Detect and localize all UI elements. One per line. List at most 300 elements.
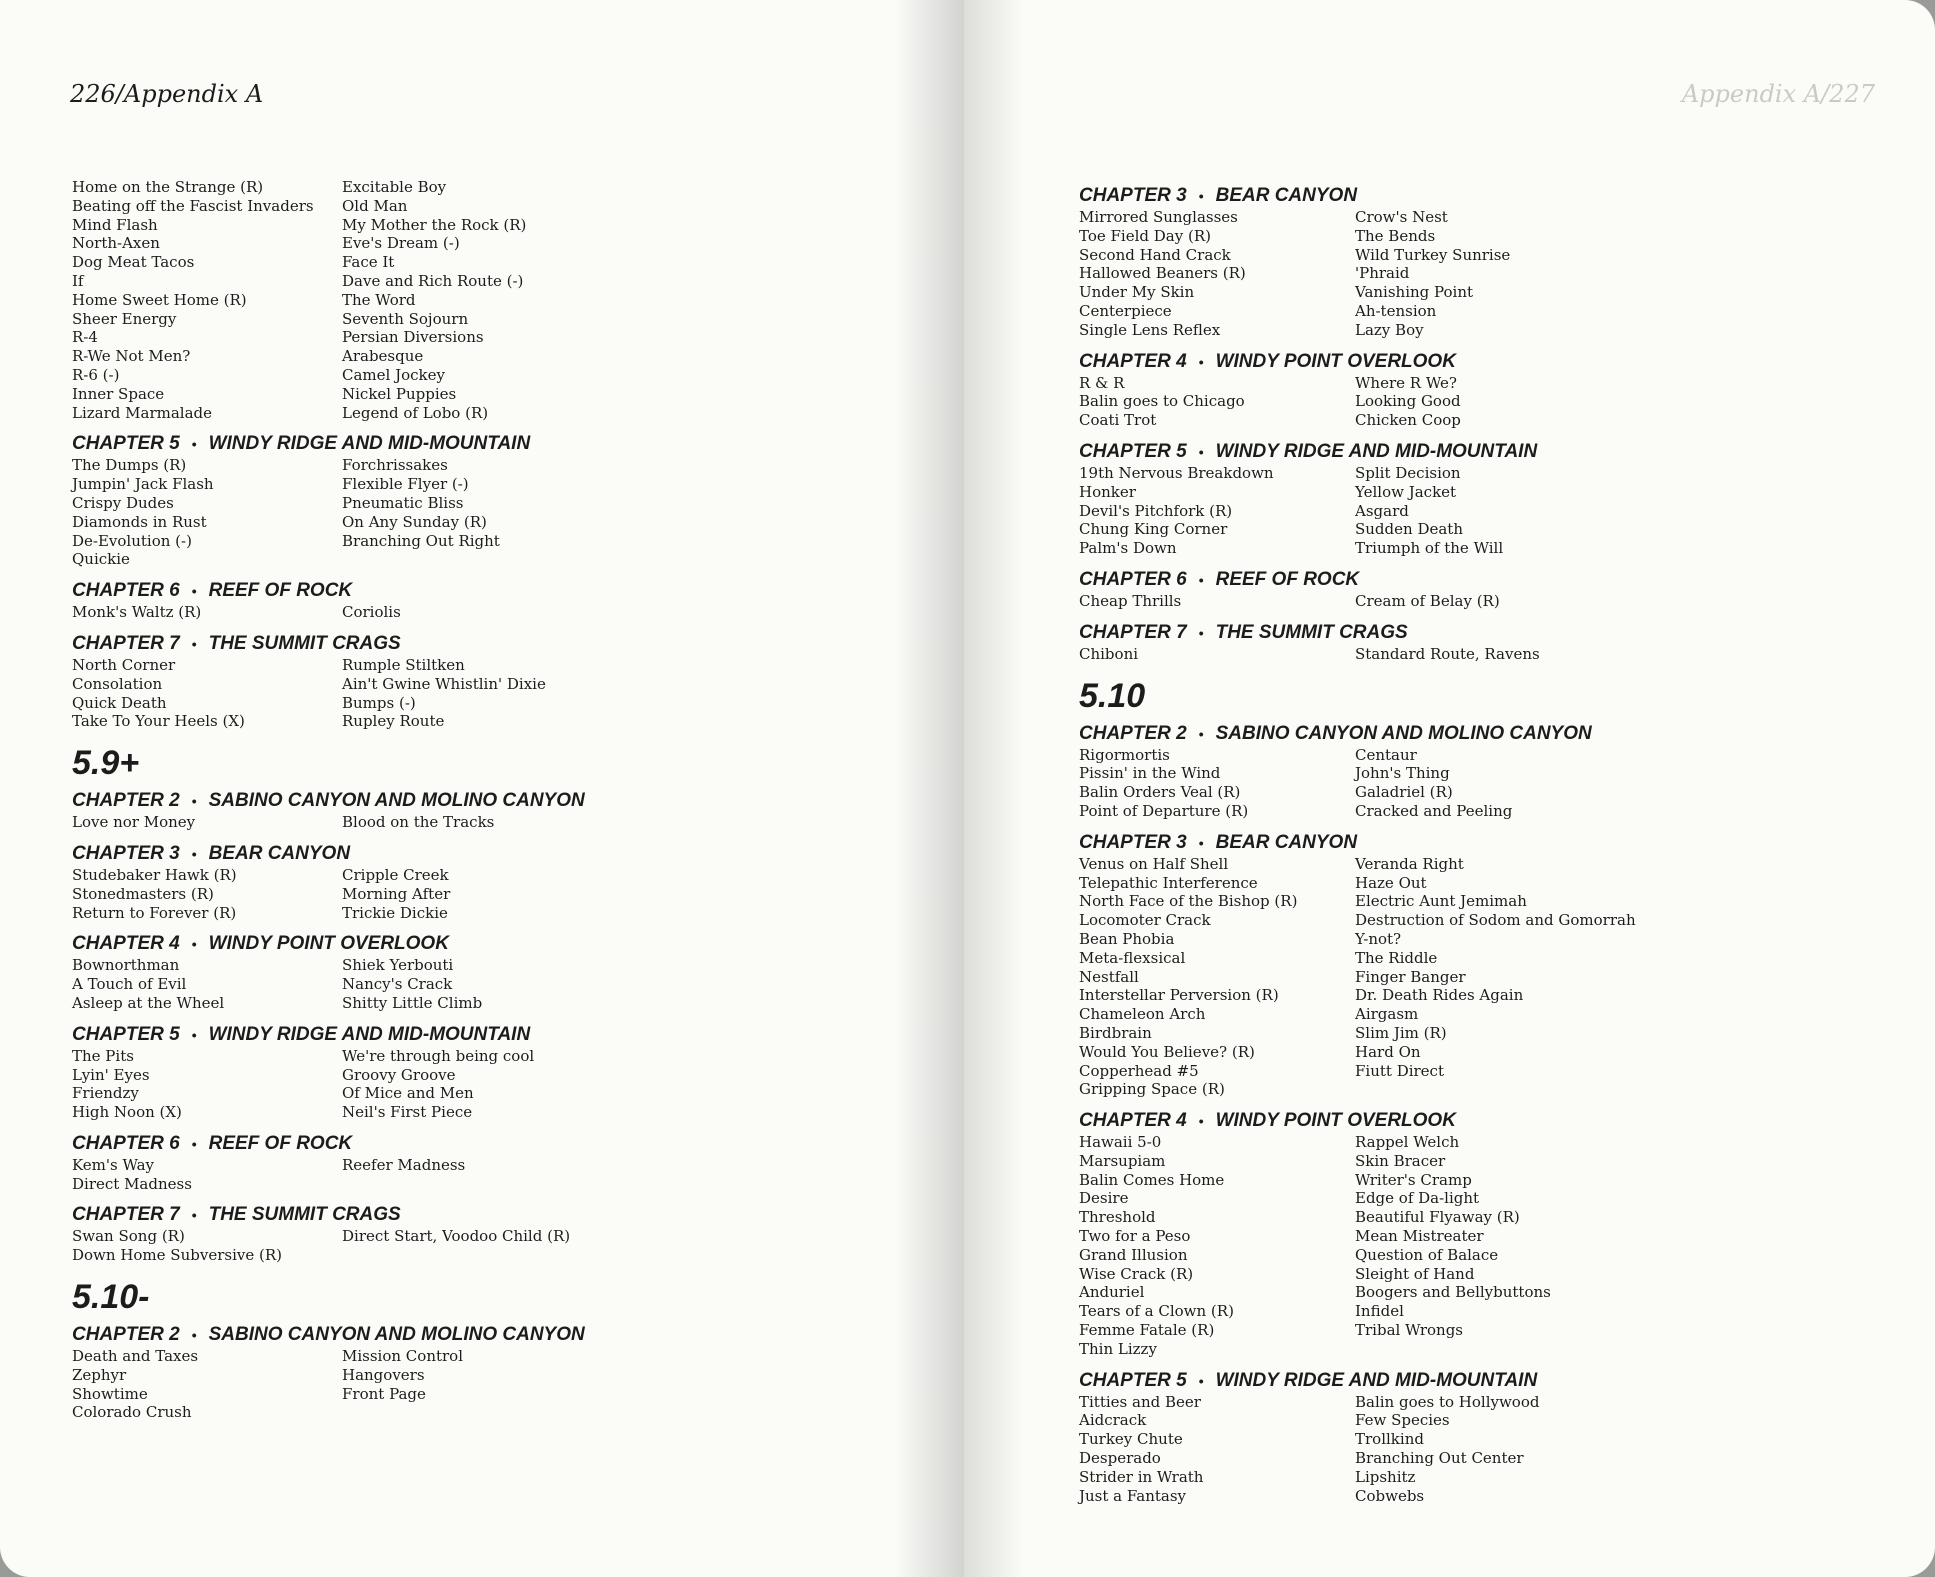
- route-name: Excitable Boy: [342, 178, 447, 196]
- route-name: R-6 (-): [72, 365, 120, 384]
- route-name: Rupley Route: [342, 712, 445, 731]
- chapter-number: CHAPTER 4: [72, 933, 180, 955]
- route-column: [1355, 645, 1899, 664]
- route-name: Aidcrack: [1079, 1411, 1147, 1430]
- chapter-heading: [72, 632, 932, 656]
- route-name: Coati Trot: [1079, 411, 1157, 430]
- route-name: Branching Out Right: [342, 531, 500, 550]
- bullet-icon: •: [191, 936, 197, 953]
- route-column: [72, 1047, 342, 1122]
- route-name: Ah-tension: [1355, 301, 1437, 320]
- chapter-heading: [72, 432, 932, 456]
- route-name: Friendzy: [72, 1084, 139, 1103]
- route-name: Seventh Sojourn: [342, 309, 469, 328]
- route-name: Edge of Da-light: [1355, 1189, 1480, 1208]
- chapter-heading: [72, 579, 932, 603]
- route-list: [72, 866, 932, 922]
- bullet-icon: •: [1198, 1372, 1204, 1389]
- route-name: Femme Fatale (R): [1079, 1321, 1215, 1340]
- route-list: [1079, 464, 1899, 558]
- chapter-heading: [1079, 831, 1899, 855]
- route-name: Where R We?: [1355, 373, 1457, 392]
- chapter-title: REEF OF ROCK: [208, 1132, 353, 1154]
- route-name: Looking Good: [1355, 392, 1461, 411]
- route-name: Chicken Coop: [1355, 411, 1461, 430]
- route-name: Toe Field Day (R): [1079, 226, 1211, 245]
- route-name: Tears of a Clown (R): [1079, 1302, 1234, 1321]
- route-name: Chiboni: [1079, 644, 1139, 663]
- chapter-section: [1079, 1109, 1899, 1359]
- route-name: Groovy Groove: [342, 1065, 456, 1084]
- route-column: [342, 178, 932, 422]
- route-name: Beautiful Flyaway (R): [1355, 1208, 1520, 1227]
- route-name: Direct Start, Voodoo Child (R): [342, 1227, 571, 1246]
- route-name: Bean Phobia: [1079, 929, 1175, 948]
- chapter-heading: [72, 1323, 932, 1347]
- route-name: Blood on the Tracks: [342, 813, 495, 832]
- route-name: Sleight of Hand: [1355, 1264, 1475, 1283]
- route-column: [1355, 592, 1899, 611]
- chapter-title: WINDY POINT OVERLOOK: [1215, 1110, 1456, 1132]
- route-column: [342, 1347, 932, 1422]
- route-name: Bumps (-): [342, 693, 416, 712]
- grade-heading: 5.10-: [72, 1278, 150, 1317]
- chapter-section: [1079, 621, 1899, 664]
- route-name: 19th Nervous Breakdown: [1079, 463, 1274, 482]
- chapter-title: REEF OF ROCK: [208, 580, 353, 602]
- route-name: Coriolis: [342, 603, 401, 622]
- route-column: [72, 178, 342, 422]
- route-column: [342, 656, 932, 731]
- route-list: [72, 813, 932, 832]
- route-name: Ain't Gwine Whistlin' Dixie: [342, 674, 546, 693]
- route-name: Trollkind: [1355, 1430, 1424, 1449]
- route-name: Colorado Crush: [72, 1403, 192, 1422]
- bullet-icon: •: [191, 583, 197, 600]
- chapter-section: [1079, 440, 1899, 558]
- chapter-title: WINDY RIDGE AND MID-MOUNTAIN: [1215, 440, 1538, 462]
- route-name: R & R: [1079, 373, 1125, 392]
- route-name: On Any Sunday (R): [342, 512, 487, 531]
- chapter-heading: [1079, 722, 1899, 746]
- route-name: Direct Madness: [72, 1174, 192, 1193]
- route-column: [72, 1156, 342, 1194]
- route-name: Asleep at the Wheel: [72, 993, 225, 1012]
- route-name: Monk's Waltz (R): [72, 603, 202, 622]
- route-name: The Word: [342, 290, 416, 309]
- route-column: [72, 866, 342, 922]
- right-page-content: [1079, 184, 1899, 1515]
- route-name: High Noon (X): [72, 1103, 182, 1122]
- route-name: Would You Believe? (R): [1079, 1042, 1255, 1061]
- route-column: [342, 813, 932, 832]
- running-head-left: 226/Appendix A: [70, 80, 264, 108]
- route-name: Few Species: [1355, 1411, 1450, 1430]
- chapter-number: CHAPTER 4: [1079, 1110, 1187, 1132]
- chapter-number: CHAPTER 2: [1079, 722, 1187, 744]
- route-name: Strider in Wrath: [1079, 1467, 1204, 1486]
- chapter-section: [72, 932, 932, 1012]
- route-name: Marsupiam: [1079, 1151, 1166, 1170]
- route-column: [1079, 746, 1355, 821]
- route-name: Veranda Right: [1355, 854, 1464, 873]
- route-name: Cheap Thrills: [1079, 591, 1182, 610]
- route-name: Shitty Little Climb: [342, 993, 483, 1012]
- route-name: Cripple Creek: [342, 865, 449, 884]
- route-column: [72, 1227, 342, 1265]
- chapter-section: [72, 842, 932, 922]
- route-name: Locomoter Crack: [1079, 911, 1211, 930]
- chapter-section: [1079, 831, 1899, 1099]
- chapter-heading: [1079, 568, 1899, 592]
- route-name: Asgard: [1355, 501, 1409, 520]
- route-name: Nancy's Crack: [342, 975, 453, 994]
- route-name: Hallowed Beaners (R): [1079, 264, 1246, 283]
- chapter-number: CHAPTER 5: [1079, 1369, 1187, 1391]
- route-name: Two for a Peso: [1079, 1227, 1191, 1246]
- chapter-number: CHAPTER 5: [72, 433, 180, 455]
- chapter-section: [72, 789, 932, 832]
- route-name: Thin Lizzy: [1079, 1339, 1157, 1358]
- route-name: Zephyr: [72, 1365, 127, 1384]
- route-name: Balin Comes Home: [1079, 1170, 1225, 1189]
- route-list: [72, 956, 932, 1012]
- route-name: Pneumatic Bliss: [342, 493, 464, 512]
- route-name: Bownorthman: [72, 956, 180, 975]
- chapter-heading: [1079, 350, 1899, 374]
- route-list: [72, 1227, 932, 1265]
- route-list: [1079, 374, 1899, 430]
- route-name: Wise Crack (R): [1079, 1264, 1194, 1283]
- route-name: Front Page: [342, 1384, 426, 1403]
- route-name: Lizard Marmalade: [72, 403, 213, 422]
- bullet-icon: •: [1198, 1113, 1204, 1130]
- route-column: [1079, 1393, 1355, 1506]
- route-name: Finger Banger: [1355, 967, 1466, 986]
- route-column: [1355, 855, 1899, 1099]
- route-name: Home on the Strange (R): [72, 178, 264, 196]
- route-name: Single Lens Reflex: [1079, 320, 1221, 339]
- route-name: Mirrored Sunglasses: [1079, 208, 1238, 226]
- bullet-icon: •: [1198, 624, 1204, 641]
- chapter-title: REEF OF ROCK: [1215, 568, 1360, 590]
- route-name: Hangovers: [342, 1365, 425, 1384]
- route-name: Swan Song (R): [72, 1227, 185, 1246]
- chapter-section: [72, 1023, 932, 1122]
- chapter-section: [72, 1203, 932, 1265]
- bullet-icon: •: [1198, 571, 1204, 588]
- route-name: Balin goes to Chicago: [1079, 392, 1245, 411]
- chapter-section: [1079, 568, 1899, 611]
- route-name: Inner Space: [72, 384, 165, 403]
- route-name: Just a Fantasy: [1079, 1486, 1187, 1505]
- bullet-icon: •: [1198, 725, 1204, 742]
- route-name: North Face of the Bishop (R): [1079, 892, 1298, 911]
- chapter-number: CHAPTER 2: [72, 790, 180, 812]
- route-name: Under My Skin: [1079, 283, 1195, 302]
- chapter-heading: [72, 1132, 932, 1156]
- route-name: Morning After: [342, 884, 451, 903]
- route-column: [342, 1156, 932, 1194]
- route-list: [1079, 855, 1899, 1099]
- route-name: Airgasm: [1355, 1005, 1419, 1024]
- route-name: The Bends: [1355, 226, 1436, 245]
- chapter-number: CHAPTER 3: [72, 842, 180, 864]
- bullet-icon: •: [191, 1327, 197, 1344]
- route-list: [72, 603, 932, 622]
- chapter-heading: [72, 842, 932, 866]
- route-name: My Mother the Rock (R): [342, 215, 527, 234]
- chapter-number: CHAPTER 5: [72, 1023, 180, 1045]
- chapter-heading: [1079, 440, 1899, 464]
- bullet-icon: •: [191, 1207, 197, 1224]
- route-column: [1079, 855, 1355, 1099]
- chapter-section: [72, 579, 932, 622]
- route-name: Hawaii 5-0: [1079, 1133, 1162, 1152]
- route-name: Lipshitz: [1355, 1467, 1416, 1486]
- route-name: Mind Flash: [72, 215, 158, 234]
- chapter-section: [72, 1323, 932, 1422]
- chapter-title: SABINO CANYON AND MOLINO CANYON: [208, 1324, 585, 1346]
- route-name: Y-not?: [1355, 929, 1402, 948]
- route-name: Neil's First Piece: [342, 1103, 473, 1122]
- route-column: [342, 956, 932, 1012]
- route-name: We're through being cool: [342, 1046, 535, 1065]
- route-name: Centerpiece: [1079, 301, 1172, 320]
- route-name: Galadriel (R): [1355, 783, 1453, 802]
- route-name: Studebaker Hawk (R): [72, 865, 237, 884]
- chapter-number: CHAPTER 5: [1079, 440, 1187, 462]
- chapter-heading: [1079, 184, 1899, 208]
- route-name: If: [72, 271, 84, 290]
- route-name: Split Decision: [1355, 463, 1461, 482]
- chapter-section: [1079, 184, 1899, 340]
- route-column: [72, 603, 342, 622]
- route-column: [1079, 1133, 1355, 1359]
- chapter-number: CHAPTER 4: [1079, 350, 1187, 372]
- route-name: Nestfall: [1079, 967, 1139, 986]
- route-column: [72, 456, 342, 569]
- route-name: Cracked and Peeling: [1355, 801, 1513, 820]
- route-name: Face It: [342, 253, 395, 272]
- route-name: Nickel Puppies: [342, 384, 457, 403]
- chapter-section: [72, 1132, 932, 1194]
- route-name: Copperhead #5: [1079, 1061, 1199, 1080]
- grade-heading: 5.9+: [72, 744, 140, 783]
- route-name: Down Home Subversive (R): [72, 1246, 282, 1265]
- chapter-title: THE SUMMIT CRAGS: [208, 1204, 401, 1226]
- route-name: Persian Diversions: [342, 328, 484, 347]
- route-name: Showtime: [72, 1384, 148, 1403]
- route-list: [72, 178, 932, 422]
- route-column: [1079, 374, 1355, 430]
- route-name: The Pits: [72, 1046, 134, 1065]
- chapter-heading: [1079, 1109, 1899, 1133]
- chapter-title: BEAR CANYON: [1215, 185, 1358, 206]
- route-name: Dr. Death Rides Again: [1355, 986, 1524, 1005]
- route-name: Meta-flexsical: [1079, 948, 1186, 967]
- route-name: Trickie Dickie: [342, 903, 448, 922]
- route-name: Consolation: [72, 674, 163, 693]
- route-column: [342, 603, 932, 622]
- chapter-heading: [72, 789, 932, 813]
- route-column: [342, 1227, 932, 1265]
- chapter-section: [1079, 350, 1899, 430]
- route-name: Venus on Half Shell: [1079, 854, 1229, 873]
- route-name: Take To Your Heels (X): [72, 712, 245, 731]
- route-name: Devil's Pitchfork (R): [1079, 501, 1233, 520]
- route-name: The Riddle: [1355, 948, 1438, 967]
- running-head-right: Appendix A/227: [1681, 80, 1875, 108]
- bullet-icon: •: [1198, 834, 1204, 851]
- route-name: Electric Aunt Jemimah: [1355, 892, 1527, 911]
- chapter-heading: [1079, 621, 1899, 645]
- route-name: Death and Taxes: [72, 1347, 199, 1366]
- route-column: [1355, 464, 1899, 558]
- chapter-heading: [72, 1023, 932, 1047]
- chapter-title: BEAR CANYON: [1215, 831, 1358, 853]
- chapter-number: CHAPTER 3: [1079, 185, 1187, 206]
- route-column: [1355, 1133, 1899, 1359]
- route-name: Arabesque: [342, 347, 424, 366]
- chapter-heading: [72, 1203, 932, 1227]
- route-name: Mission Control: [342, 1347, 464, 1366]
- route-name: Infidel: [1355, 1302, 1404, 1321]
- route-list: [1079, 746, 1899, 821]
- route-list: [1079, 1133, 1899, 1359]
- bullet-icon: •: [191, 436, 197, 453]
- route-name: Rumple Stiltken: [342, 655, 465, 674]
- route-column: [342, 456, 932, 569]
- grade-heading: 5.10: [1079, 676, 1146, 715]
- route-name: John's Thing: [1355, 764, 1450, 783]
- route-name: 'Phraid: [1355, 264, 1410, 283]
- chapter-section: [1079, 722, 1899, 821]
- route-name: Vanishing Point: [1355, 283, 1474, 302]
- route-name: Slim Jim (R): [1355, 1023, 1447, 1042]
- route-list: [1079, 645, 1899, 664]
- route-name: North Corner: [72, 655, 176, 674]
- route-name: Balin Orders Veal (R): [1079, 783, 1241, 802]
- chapter-section: [72, 432, 932, 569]
- route-name: R-4: [72, 328, 98, 347]
- route-name: Interstellar Perversion (R): [1079, 986, 1279, 1005]
- route-name: Point of Departure (R): [1079, 801, 1249, 820]
- route-name: Wild Turkey Sunrise: [1355, 245, 1511, 264]
- chapter-title: WINDY RIDGE AND MID-MOUNTAIN: [208, 1023, 531, 1045]
- bullet-icon: •: [191, 1026, 197, 1043]
- route-column: [1355, 1393, 1899, 1506]
- route-name: Diamonds in Rust: [72, 512, 207, 531]
- chapter-section: [72, 178, 932, 422]
- route-list: [1079, 208, 1899, 340]
- bullet-icon: •: [1198, 353, 1204, 370]
- route-name: Pissin' in the Wind: [1079, 764, 1221, 783]
- chapter-section: [72, 632, 932, 731]
- route-name: Sudden Death: [1355, 520, 1463, 539]
- route-name: Beating off the Fascist Invaders: [72, 196, 314, 215]
- chapter-heading: [1079, 1369, 1899, 1393]
- chapter-number: CHAPTER 7: [1079, 621, 1187, 643]
- route-name: Reefer Madness: [342, 1155, 466, 1174]
- route-name: Desire: [1079, 1189, 1129, 1208]
- route-name: Crow's Nest: [1355, 208, 1448, 226]
- route-name: Balin goes to Hollywood: [1355, 1392, 1540, 1411]
- route-name: Gripping Space (R): [1079, 1080, 1225, 1099]
- chapter-number: CHAPTER 3: [1079, 831, 1187, 853]
- route-list: [1079, 592, 1899, 611]
- route-name: Desperado: [1079, 1449, 1161, 1468]
- route-name: Stonedmasters (R): [72, 884, 214, 903]
- route-column: [1355, 374, 1899, 430]
- route-name: Of Mice and Men: [342, 1084, 474, 1103]
- route-list: [72, 1156, 932, 1194]
- route-column: [72, 1347, 342, 1422]
- route-name: Dog Meat Tacos: [72, 253, 195, 272]
- route-name: Yellow Jacket: [1355, 482, 1457, 501]
- bullet-icon: •: [191, 793, 197, 810]
- chapter-number: CHAPTER 6: [72, 580, 180, 602]
- route-column: [1079, 592, 1355, 611]
- chapter-title: THE SUMMIT CRAGS: [208, 632, 401, 654]
- route-list: [72, 656, 932, 731]
- route-name: Mean Mistreater: [1355, 1227, 1484, 1246]
- route-name: Hard On: [1355, 1042, 1421, 1061]
- chapter-number: CHAPTER 6: [1079, 568, 1187, 590]
- chapter-title: BEAR CANYON: [208, 842, 351, 864]
- chapter-number: CHAPTER 7: [72, 632, 180, 654]
- route-name: Cream of Belay (R): [1355, 591, 1500, 610]
- chapter-title: SABINO CANYON AND MOLINO CANYON: [208, 790, 585, 812]
- route-name: Grand Illusion: [1079, 1245, 1188, 1264]
- route-name: Fiutt Direct: [1355, 1061, 1444, 1080]
- route-name: Dave and Rich Route (-): [342, 271, 524, 290]
- route-name: Chameleon Arch: [1079, 1005, 1206, 1024]
- right-page: [964, 0, 1935, 1577]
- route-name: Triumph of the Will: [1355, 539, 1504, 558]
- route-list: [72, 456, 932, 569]
- bullet-icon: •: [1198, 443, 1204, 460]
- route-column: [1079, 208, 1355, 340]
- route-name: Rigormortis: [1079, 745, 1170, 764]
- chapter-title: WINDY POINT OVERLOOK: [1215, 350, 1456, 372]
- bullet-icon: •: [191, 1135, 197, 1152]
- route-column: [1355, 746, 1899, 821]
- route-name: De-Evolution (-): [72, 531, 192, 550]
- chapter-section: [1079, 1369, 1899, 1506]
- bullet-icon: •: [1198, 188, 1204, 204]
- left-page-content: [72, 178, 932, 1432]
- route-column: [72, 656, 342, 731]
- route-name: Quickie: [72, 550, 130, 569]
- route-name: Branching Out Center: [1355, 1449, 1524, 1468]
- route-name: A Touch of Evil: [72, 975, 187, 994]
- chapter-title: WINDY POINT OVERLOOK: [208, 933, 449, 955]
- route-name: Legend of Lobo (R): [342, 403, 489, 422]
- route-name: Forchrissakes: [342, 456, 448, 475]
- route-name: Birdbrain: [1079, 1023, 1152, 1042]
- chapter-number: CHAPTER 6: [72, 1132, 180, 1154]
- chapter-title: WINDY RIDGE AND MID-MOUNTAIN: [1215, 1369, 1538, 1391]
- route-column: [72, 956, 342, 1012]
- route-name: North-Axen: [72, 234, 160, 253]
- route-name: Titties and Beer: [1079, 1392, 1201, 1411]
- route-name: Anduriel: [1079, 1283, 1145, 1302]
- route-name: Turkey Chute: [1079, 1430, 1183, 1449]
- route-name: Haze Out: [1355, 873, 1427, 892]
- route-name: Home Sweet Home (R): [72, 290, 247, 309]
- chapter-title: WINDY RIDGE AND MID-MOUNTAIN: [208, 433, 531, 455]
